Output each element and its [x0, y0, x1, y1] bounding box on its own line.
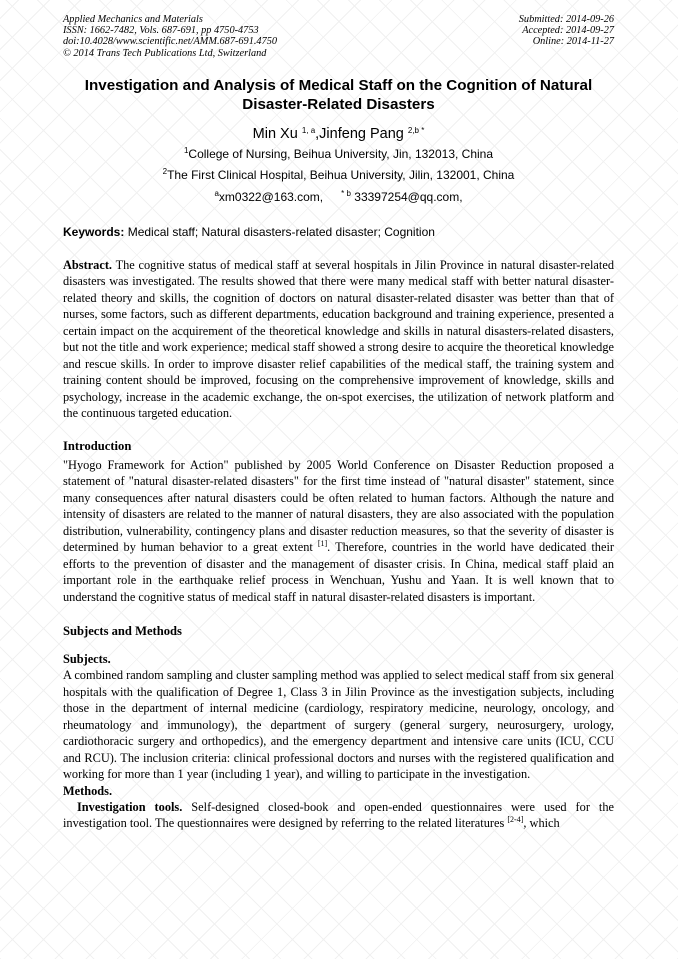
author-line: [63, 125, 614, 143]
tools-paragraph: [63, 799, 614, 832]
header-right: [519, 14, 614, 59]
submitted-date: Submitted: 2014-09-26: [518, 14, 614, 25]
subjects-paragraph: A combined random sampling and cluster sampling method was applied to select medical staff from six general hospitals with the qualification of Degree 1, Class 3 in Jilin Province as the investigation subjects, including those in the department of internal medicine (cardiology, respiratory medicine, neurology, oncology, and rheumatology and immunology), the department of surgery (general surgery, neurosurgery, urology, cardiothoracic surgery and orthopedics), and the emergency department and intensive care units (ICU, CCU and RCU). The inclusion criteria: clinical professional doctors and nurses with the registered qualification and working for more than 1 year (including 1 year), and willing to participate in the investigation.: [63, 668, 614, 782]
introduction-heading: Introduction: [63, 438, 132, 453]
author-1-name: Min Xu: [252, 125, 298, 142]
affiliation-2: [63, 168, 614, 183]
abstract-text: The cognitive status of medical staff at several hospitals in Jilin Province in natural disaster-related disasters was investigated. The results showed that there were many medical staff with better natural disaster-related theory and skills, the cognition of doctors on natural disaster-related disaster was better than that of nurses, some factors, such as different departments, education background and training experience, presented a certain impact on the acquirement of the theoretical knowledge and skills in natural disasters-related disasters, but not the title and work experience; medical staff showed a strong desire to acquire the theoretical knowledge and rescue skills. In order to improve disaster relief capabilities of the medical staff, the training system and training content should be improved, focusing on the comprehensive improvement of knowledge, skills and psychology, increase in the academic exchange, the on-spot exercises, the utilization of network platform and the continuous targeted education.: [63, 257, 614, 421]
affiliation-1-sup: 1: [183, 145, 189, 155]
header-left: [63, 14, 277, 59]
introduction-text-2: . Therefore, countries in the world have dedicated their efforts to the prevention of disaster and the management of disaster crisis. In China, medical staff plaid an important role in the earthquake relief process in Wenchuan, Yushu and Yaan. It is well known that to understand the cognitive status of medical staff in natural disaster-related disasters is important.: [63, 540, 614, 604]
online-date: Online: 2014-11-27: [532, 36, 614, 48]
email-1-sup: a: [214, 188, 219, 198]
paper-title: Investigation and Analysis of Medical Staff on the Cognition of Natural Disaster-Related Disasters: [84, 76, 593, 113]
author-1-sup: 1, a: [301, 125, 316, 135]
citation-2-4[interactable]: [2-4]: [507, 815, 524, 825]
accepted-date: Accepted: 2014-09-27: [522, 25, 614, 37]
tools-label: Investigation tools.: [77, 799, 183, 814]
affiliation-1: [63, 147, 614, 162]
methods-subheading: Methods.: [63, 783, 113, 798]
doi-line[interactable]: doi:10.4028/www.scientific.net/AMM.687-691.4750: [63, 36, 278, 48]
affiliation-2-text: The First Clinical Hospital, Beihua University, Jilin, 132001, China: [167, 167, 515, 182]
publication-header: [63, 14, 614, 59]
introduction-paragraph: [63, 457, 614, 606]
email-1[interactable]: xm0322@163.com,: [218, 189, 324, 204]
copyright-line: © 2014 Trans Tech Publications Ltd, Switzerland: [63, 47, 267, 59]
email-2[interactable]: 33397254@qq.com,: [354, 189, 463, 204]
author-2-sup: 2,b *: [407, 125, 425, 135]
introduction-text-1: "Hyogo Framework for Action" published by 2005 World Conference on Disaster Reduction proposed a statement of "natural disaster-related disasters" for the first time instead of "natural disaster" statement, since many consequences after natural disasters could be often related to human factors. Although the nature and intensity of disasters are related to the manner of natural disasters, they are also associated with the population distribution, vulnerability, contingency plans and disaster reduction measures, so that the severity of disaster is determined by human behavior to a great extent: [63, 457, 614, 555]
abstract-paragraph: [63, 257, 614, 422]
issn-line: ISSN: 1662-7482, Vols. 687-691, pp 4750-4753: [63, 25, 259, 37]
subjects-subheading: Subjects.: [63, 652, 111, 667]
paper-page: [63, 14, 614, 832]
email-line: [63, 190, 614, 205]
author-2-name: ,Jinfeng Pang: [315, 125, 404, 142]
affiliation-1-text: College of Nursing, Beihua University, Jin, 132013, China: [188, 146, 494, 161]
keywords-label: Keywords:: [63, 224, 125, 239]
affiliation-2-sup: 2: [162, 166, 168, 176]
journal-name: Applied Mechanics and Materials: [63, 14, 203, 25]
citation-1[interactable]: [1]: [317, 539, 328, 549]
email-2-sup: * b: [341, 188, 351, 198]
tools-text-1: Self-designed closed-book and open-ended questionnaires were used for the investigation tool. The questionnaires were designed by referring to the related literatures: [63, 799, 614, 831]
tools-text-2: , which: [523, 816, 560, 831]
keywords-text: Medical staff; Natural disasters-related disaster; Cognition: [124, 224, 435, 239]
subjects-methods-heading: Subjects and Methods: [63, 624, 182, 639]
keywords: [63, 225, 614, 240]
abstract-label: Abstract.: [63, 257, 113, 272]
